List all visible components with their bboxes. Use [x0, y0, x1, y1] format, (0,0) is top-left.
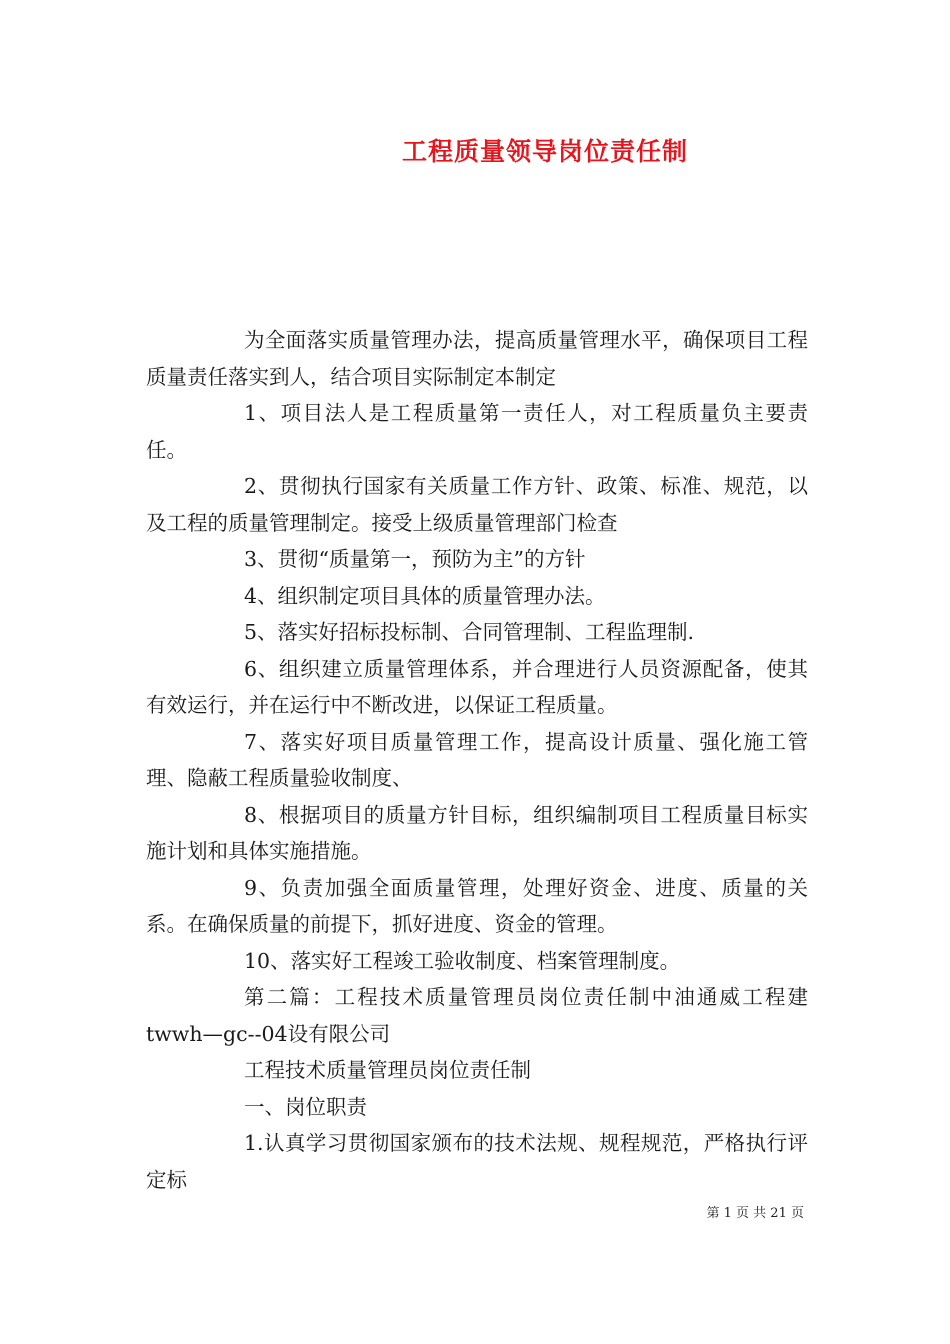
paragraph-item-9: 9、负责加强全面质量管理，处理好资金、进度、质量的关系。在确保质量的前提下，抓好进度、资金的管理。: [146, 875, 808, 936]
footer-middle: 页 共: [736, 1206, 767, 1221]
page-title: 工程质量领导岗位责任制: [401, 137, 688, 166]
paragraph-item-3: 3、贯彻“质量第一，预防为主”的方针: [244, 547, 586, 571]
page-number-footer: [706, 1202, 804, 1221]
paragraph-item-8: 8、根据项目的质量方针目标，组织编制项目工程质量目标实施计划和具体实施措施。: [146, 802, 808, 863]
duty-item-1: 1.认真学习贯彻国家颁布的技术法规、规程规范，严格执行评定标: [146, 1131, 808, 1192]
paragraph-item-5: 5、落实好招标投标制、合同管理制、工程监理制.: [244, 620, 695, 644]
paragraph-item-10: 10、落实好工程竣工验收制度、档案管理制度。: [244, 948, 681, 973]
footer-prefix: 第: [706, 1206, 720, 1221]
paragraph-item-4: 4、组织制定项目具体的质量管理办法。: [244, 583, 606, 608]
document-body: [146, 322, 808, 1198]
current-page-number: 1: [723, 1206, 732, 1221]
paragraph-item-1: 1、项目法人是工程质量第一责任人，对工程质量负主要责任。: [146, 401, 808, 462]
duties-heading: 一、岗位职责: [244, 1094, 367, 1119]
section-two-heading: 第二篇：工程技术质量管理员岗位责任制中油通威工程建twwh—gc--04设有限公司: [146, 985, 808, 1046]
paragraph-item-2: 2、贯彻执行国家有关质量工作方针、政策、标准、规范，以及工程的质量管理制定。接受上级质量管理部门检查: [146, 474, 808, 535]
paragraph-item-7: 7、落实好项目质量管理工作，提高设计质量、强化施工管理、隐蔽工程质量验收制度、: [146, 729, 808, 790]
total-pages-number: 21: [770, 1206, 787, 1221]
paragraph-item-6: 6、组织建立质量管理体系，并合理进行人员资源配备，使其有效运行，并在运行中不断改进，以保证工程质量。: [146, 656, 808, 717]
footer-suffix: 页: [790, 1206, 804, 1221]
intro-paragraph: 为全面落实质量管理办法，提高质量管理水平，确保项目工程质量责任落实到人，结合项目实际制定本制定: [146, 328, 808, 389]
section-two-title: 工程技术质量管理员岗位责任制: [244, 1058, 531, 1082]
